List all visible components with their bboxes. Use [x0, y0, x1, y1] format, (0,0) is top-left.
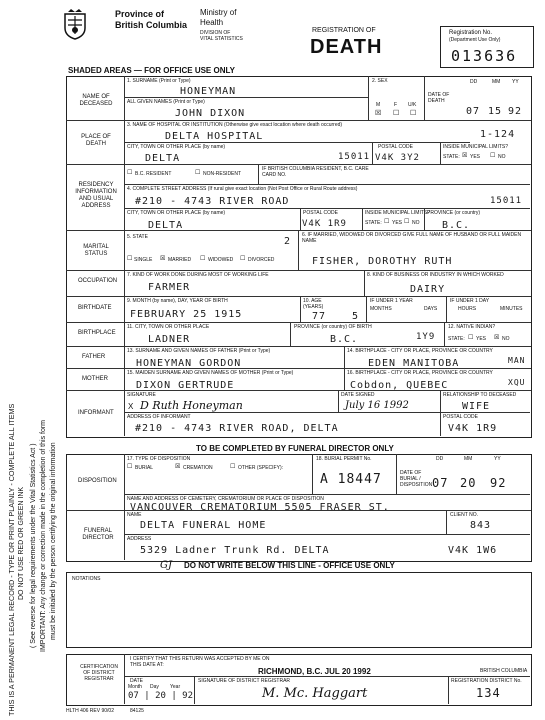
- burial-check[interactable]: ☐: [127, 464, 133, 470]
- disp-mm: MM: [464, 456, 473, 462]
- other-check[interactable]: ☐: [230, 464, 236, 470]
- res-postal-value: V4K 1R9: [302, 219, 347, 229]
- ministry-label-2: Health: [200, 18, 224, 27]
- indian-no-check[interactable]: ☒: [494, 335, 500, 341]
- date-signed-label: DATE SIGNED: [341, 392, 375, 398]
- married-label: MARRIED: [168, 257, 192, 263]
- fd-name-value: DELTA FUNERAL HOME: [140, 520, 267, 531]
- divorced-label: DIVORCED: [248, 257, 275, 263]
- bc-crest-logo: [62, 8, 88, 40]
- registrar-signature: M. Mc. Haggart: [262, 686, 368, 701]
- disposition-type-label: 17. TYPE OF DISPOSITION: [127, 456, 191, 462]
- marital-state-value: 2: [284, 236, 292, 247]
- certify-text: I CERTIFY THAT THIS RETURN WAS ACCEPTED BY ME ON THIS DATE AT:: [130, 656, 270, 668]
- burial-label: BURIAL: [135, 465, 154, 471]
- certify-place-stamp: RICHMOND, B.C. JUL 20 1992: [258, 667, 371, 676]
- spouse-label: 6. IF MARRIED, WIDOWED OR DIVORCED GIVE FULL NAME OF HUSBAND OR FULL MAIDEN NAME: [302, 232, 522, 244]
- under-1-year-label: IF UNDER 1 YEAR: [370, 298, 413, 304]
- notations-box: [66, 572, 532, 648]
- date-of-death-label: DATE OF DEATH: [428, 92, 450, 104]
- mother-row-label: MOTHER: [82, 376, 108, 382]
- dod-year: 92: [508, 106, 523, 117]
- registrar-signature-label: SIGNATURE OF DISTRICT REGISTRAR: [198, 678, 291, 684]
- widowed-check[interactable]: ☐: [200, 256, 206, 262]
- marital-row-label: MARITAL STATUS: [83, 244, 109, 257]
- sex-m-check[interactable]: ☒: [375, 110, 382, 117]
- bp-province-value: B.C.: [330, 334, 359, 345]
- father-bp-code: MAN: [508, 356, 526, 365]
- dod-day: 07: [466, 106, 481, 117]
- minutes-label: MINUTES: [500, 306, 523, 312]
- death-title: DEATH: [310, 36, 383, 58]
- non-resident-label: NON-RESIDENT: [203, 171, 242, 177]
- bp-city-value: LADNER: [148, 334, 191, 345]
- indian-yes-check[interactable]: ☐: [468, 335, 474, 341]
- division-label-2: VITAL STATISTICS: [200, 36, 243, 42]
- sex-m: M: [376, 102, 381, 108]
- client-no-label: CLIENT NO.: [450, 512, 478, 518]
- informant-row-label: INFORMANT: [78, 410, 114, 416]
- dod-month: 15: [488, 106, 503, 117]
- hours-label: HOURS: [458, 306, 477, 312]
- res-province-label: PROVINCE (or country): [427, 210, 481, 216]
- side-legal-text-1: THIS IS A PERMANENT LEGAL RECORD - TYPE OR PRINT PLAINLY - COMPLETE ALL ITEMS: [7, 403, 16, 716]
- res-municipal-label: INSIDE MUNICIPAL LIMITS?: [365, 210, 431, 216]
- funeral-director-header: TO BE COMPLETED BY FUNERAL DIRECTOR ONLY: [196, 444, 394, 453]
- fd-address-label: ADDRESS: [127, 536, 152, 542]
- single-label: SINGLE: [134, 257, 153, 263]
- deceased-row-label: NAME OF DECEASED: [79, 94, 113, 107]
- residency-row-label: RESIDENCY INFORMATION AND USUAL ADDRESS: [75, 182, 117, 209]
- native-indian-label: 12. NATIVE INDIAN?: [448, 324, 496, 330]
- pod-city-code: 15011: [338, 152, 371, 162]
- address-code: 15011: [490, 196, 523, 206]
- cemetery-label: NAME AND ADDRESS OF CEMETERY, CREMATORIUM OR PLACE OF DISPOSITION: [127, 496, 324, 502]
- married-check[interactable]: ☒: [160, 256, 166, 262]
- age-value: 77: [312, 311, 327, 322]
- province-label-2: British Columbia: [115, 20, 188, 30]
- district-no-value: 134: [476, 686, 501, 700]
- pod-municipal-label: INSIDE MUNICIPAL LIMITS?: [443, 144, 509, 150]
- other-label: OTHER (SPECIFY):: [238, 465, 284, 471]
- res-state-label: STATE:: [365, 220, 382, 226]
- dod-yy: YY: [512, 79, 519, 85]
- bc-resident-label: B.C. RESIDENT: [135, 171, 172, 177]
- marital-state-label: 5. STATE: [127, 234, 148, 240]
- cert-date-values: 07 | 20 | 92: [128, 691, 194, 701]
- british-columbia-label: BRITISH COLUMBIA: [480, 668, 528, 674]
- address-value: #210 - 4743 RIVER ROAD: [135, 196, 290, 207]
- bp-state-label: STATE:: [448, 336, 465, 342]
- relationship-label: RELATIONSHIP TO DECEASED: [443, 392, 517, 398]
- disposition-row-label: DISPOSITION: [78, 478, 117, 484]
- informant-signature: D Ruth Honeyman: [140, 399, 243, 412]
- place-of-death-row-label: PLACE OF DEATH: [81, 134, 111, 147]
- informant-postal-value: V4K 1R9: [448, 423, 498, 434]
- relationship-value: WIFE: [462, 401, 491, 412]
- mother-name: DIXON GERTRUDE: [136, 380, 235, 391]
- pod-no-check[interactable]: ☐: [490, 153, 496, 159]
- care-card-label: IF BRITISH COLUMBIA RESIDENT, B.C. CARE CARD NO.: [262, 166, 369, 178]
- district-no-label: REGISTRATION DISTRICT No.: [451, 678, 522, 684]
- pod-no: NO: [498, 154, 506, 160]
- division-label: DIVISION OF: [200, 30, 231, 36]
- pod-yes-check[interactable]: ☒: [462, 153, 468, 159]
- pod-postal-value: V4K 3Y2: [375, 153, 420, 163]
- single-check[interactable]: ☐: [127, 256, 133, 262]
- disp-dd: DD: [436, 456, 444, 462]
- business-value: DAIRY: [410, 284, 446, 295]
- res-yes: YES: [392, 220, 403, 226]
- permit-value: A 18447: [320, 472, 382, 487]
- divorced-check[interactable]: ☐: [240, 256, 246, 262]
- disp-date-label: DATE OF BURIAL / DISPOSITION: [400, 470, 433, 488]
- cremation-check[interactable]: ☒: [175, 464, 181, 470]
- res-province-value: B.C.: [442, 220, 471, 231]
- business-label: 8. KIND OF BUSINESS OR INDUSTRY IN WHICH WORKED: [367, 272, 504, 278]
- fd-postal-value: V4K 1W6: [448, 545, 498, 556]
- cert-date-label: DATE: [130, 678, 143, 684]
- work-label: 7. KIND OF WORK DONE DURING MOST OF WORKING LIFE: [127, 272, 269, 278]
- birthdate-label: 9. MONTH (by name), DAY, YEAR OF BIRTH: [127, 298, 228, 304]
- registration-of-label: REGISTRATION OF: [312, 27, 376, 34]
- under-1-day-label: IF UNDER 1 DAY: [450, 298, 490, 304]
- informant-address-value: #210 - 4743 RIVER ROAD, DELTA: [135, 423, 339, 434]
- birthdate-value: FEBRUARY 25 1915: [130, 309, 243, 320]
- sex-f-check[interactable]: ☐: [393, 110, 400, 117]
- form-number: HLTH 406 REV 90/02: [66, 708, 114, 714]
- office-use-only-line: DO NOT WRITE BELOW THIS LINE - OFFICE USE ONLY: [184, 561, 395, 570]
- sex-label: 2. SEX: [372, 78, 388, 84]
- sex-f: F: [394, 102, 398, 108]
- fd-name-label: NAME: [127, 512, 142, 518]
- certification-row-label: CERTIFICATION OF DISTRICT REGISTRAR: [80, 664, 118, 682]
- form-code: 84125: [130, 708, 144, 714]
- cremation-label: CREMATION: [183, 465, 213, 471]
- funeral-director-row-label: FUNERAL DIRECTOR: [82, 528, 114, 541]
- given-names-value: JOHN DIXON: [175, 108, 246, 119]
- mother-bp-value: Cobdon, QUEBEC: [350, 380, 449, 391]
- pod-city-value: DELTA: [145, 153, 181, 164]
- disp-yy: YY: [494, 456, 501, 462]
- informant-postal-label: POSTAL CODE: [443, 414, 479, 420]
- cert-day-label: Day: [150, 684, 159, 690]
- widowed-label: WIDOWED: [208, 257, 234, 263]
- address-label: 4. COMPLETE STREET ADDRESS (If rural give exact location (Not Post Office or Rural Route address): [127, 186, 358, 192]
- side-legal-text-5: must be initialed by the person certifying the original information: [50, 442, 57, 640]
- indian-no: NO: [502, 336, 510, 342]
- father-bp-value: EDEN MANITOBA: [368, 358, 460, 369]
- months-label: MONTHS: [370, 306, 392, 312]
- spouse-value: FISHER, DOROTHY RUTH: [312, 256, 453, 267]
- permit-label: 18. BURIAL PERMIT No.: [316, 456, 372, 462]
- bp-province-code: 1Y9: [416, 332, 436, 342]
- reg-no-value: 013636: [451, 47, 518, 65]
- hospital-code: 1-124: [480, 129, 516, 140]
- res-yes-check[interactable]: ☐: [384, 219, 390, 225]
- non-resident-check[interactable]: ☐: [195, 170, 201, 176]
- side-legal-text-4: IMPORTANT: Any change or correction made in the completion of this form: [40, 419, 47, 652]
- surname-label: 1. SURNAME (Print or Type): [127, 78, 191, 84]
- initials: GJ: [160, 560, 172, 571]
- work-value: FARMER: [148, 282, 191, 293]
- age-label: 10. AGE (YEARS): [303, 298, 324, 310]
- birthdate-row-label: BIRTHDATE: [78, 305, 112, 311]
- bp-city-label: 11. CITY, TOWN OR OTHER PLACE: [127, 324, 210, 330]
- sex-unk: U/K: [408, 102, 417, 108]
- res-no-check[interactable]: ☐: [404, 219, 410, 225]
- given-names-label: ALL GIVEN NAMES (Print or Type): [127, 99, 205, 105]
- indian-yes: YES: [476, 336, 487, 342]
- cert-year-label: Year: [170, 684, 181, 690]
- pod-state-label: STATE:: [443, 154, 460, 160]
- mother-bp-label: 16. BIRTHPLACE - CITY OR PLACE, PROVINCE OR COUNTRY: [347, 370, 493, 376]
- hospital-label: 3. NAME OF HOSPITAL OR INSTITUTION (Otherwise give exact location where death occurred): [127, 122, 343, 128]
- occupation-row-label: OCCUPATION: [78, 278, 118, 284]
- res-city-label: CITY, TOWN OR OTHER PLACE (by name): [127, 210, 226, 216]
- client-no-value: 843: [470, 520, 492, 531]
- reg-no-sublabel: (Department Use Only): [449, 37, 501, 43]
- father-label: 13. SURNAME AND GIVEN NAMES OF FATHER (Print or Type): [127, 348, 271, 354]
- side-legal-text-2: DO NOT USE RED OR GREEN INK: [18, 486, 25, 600]
- informant-address-label: ADDRESS OF INFORMANT: [127, 414, 191, 420]
- informant-x: X: [128, 402, 134, 411]
- father-bp-label: 14. BIRTHPLACE - CITY OR PLACE, PROVINCE OR COUNTRY: [347, 348, 493, 354]
- bc-resident-check[interactable]: ☐: [127, 170, 133, 176]
- disp-month: 20: [460, 476, 477, 490]
- days-label: DAYS: [424, 306, 438, 312]
- surname-value: HONEYMAN: [180, 86, 237, 97]
- ministry-label: Ministry of: [200, 8, 237, 17]
- res-no: NO: [412, 220, 420, 226]
- father-name: HONEYMAN GORDON: [136, 358, 242, 369]
- mother-label: 15. MAIDEN SURNAME AND GIVEN NAMES OF MOTHER (Print or Type): [127, 370, 294, 376]
- disp-year: 92: [490, 476, 507, 490]
- mother-bp-code: XQU: [508, 378, 526, 387]
- shaded-areas-note: SHADED AREAS — FOR OFFICE USE ONLY: [68, 66, 235, 75]
- signature-label: SIGNATURE: [127, 392, 156, 398]
- res-city-value: DELTA: [148, 220, 184, 231]
- dod-dd: DD: [470, 79, 478, 85]
- pod-city-label: CITY, TOWN OR OTHER PLACE (by name): [127, 144, 226, 150]
- province-label: Province of: [115, 9, 165, 19]
- hospital-value: DELTA HOSPITAL: [165, 131, 264, 142]
- notations-label: NOTATIONS: [72, 576, 101, 582]
- bp-province-label: PROVINCE (or country) OF BIRTH: [294, 324, 372, 330]
- reg-no-label: Registration No.: [449, 30, 493, 36]
- pod-postal-label: POSTAL CODE: [378, 144, 414, 150]
- res-postal-label: POSTAL CODE: [303, 210, 339, 216]
- date-signed-value: July 16 1992: [345, 400, 409, 411]
- fd-address-value: 5329 Ladner Trunk Rd. DELTA: [140, 545, 330, 556]
- father-row-label: FATHER: [82, 354, 106, 360]
- registration-number-box: [440, 26, 534, 68]
- dod-mm: MM: [492, 79, 501, 85]
- cemetery-value: VANCOUVER CREMATORIUM 5505 FRASER ST.: [130, 502, 390, 513]
- pod-yes: YES: [470, 154, 481, 160]
- age-code: 5: [352, 311, 360, 322]
- birthplace-row-label: BIRTHPLACE: [78, 330, 116, 336]
- cert-month-label: Month: [128, 684, 142, 690]
- side-legal-text-3: ( See reverse for legal requirements under the Vital Statistics Act ): [30, 443, 37, 648]
- disp-day: 07: [432, 476, 449, 490]
- sex-unk-check[interactable]: ☐: [410, 110, 417, 117]
